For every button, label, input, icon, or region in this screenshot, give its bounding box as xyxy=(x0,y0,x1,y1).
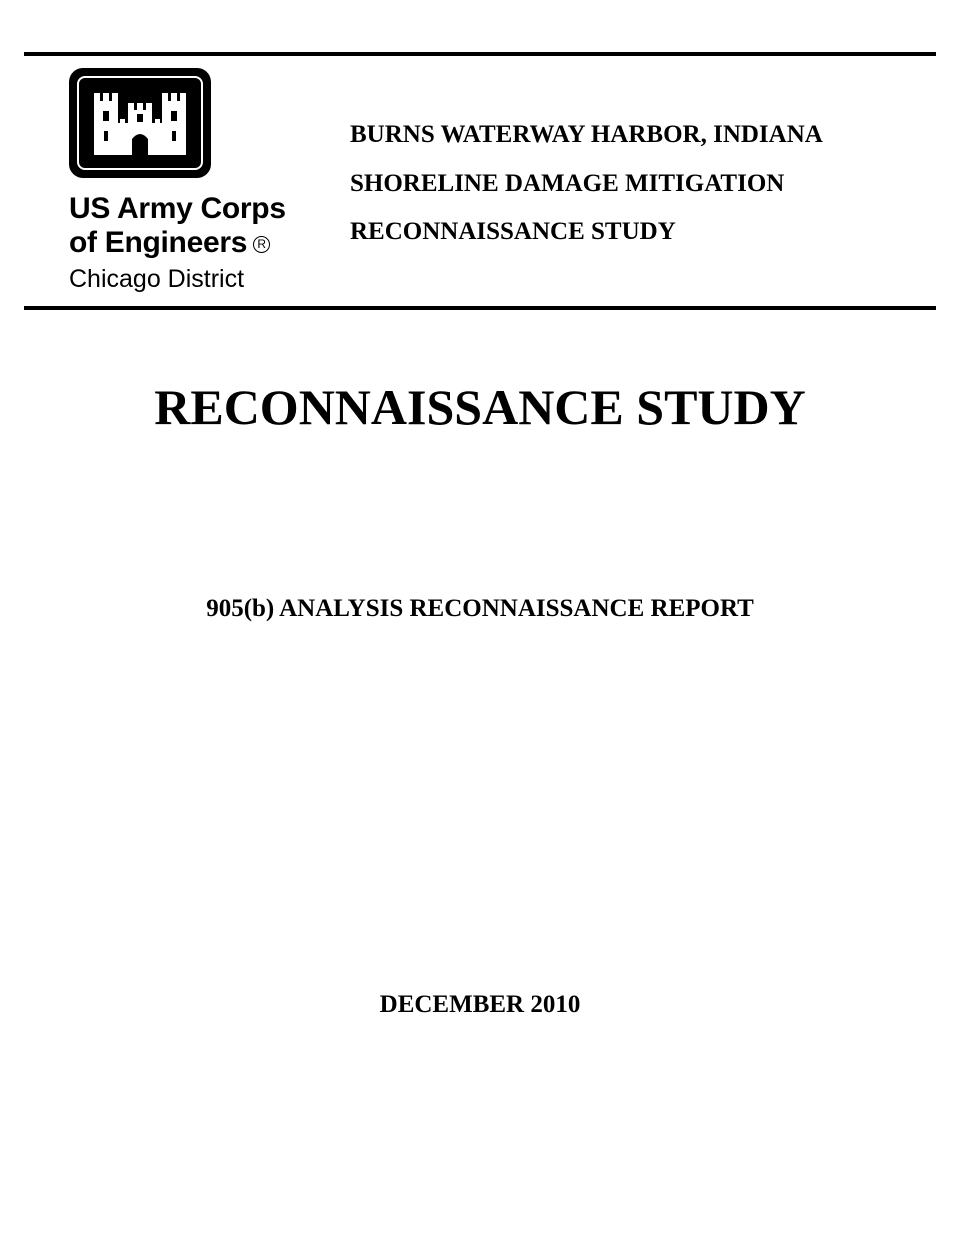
bottom-rule xyxy=(24,306,936,310)
document-date: DECEMBER 2010 xyxy=(379,991,581,1018)
org-name-line-2 xyxy=(69,226,270,260)
logo-frame xyxy=(77,76,203,170)
castle-icon xyxy=(92,89,188,157)
usace-logo xyxy=(69,68,211,178)
org-name-line-1: US Army Corps xyxy=(69,192,286,225)
header-title-line-2: SHORELINE DAMAGE MITIGATION xyxy=(350,170,785,197)
district-name: Chicago District xyxy=(69,265,245,293)
header-title-line-3: RECONNAISSANCE STUDY xyxy=(350,218,676,245)
org-name-line-2-text: of Engineers xyxy=(69,226,248,259)
registered-mark: R xyxy=(253,236,270,253)
top-rule xyxy=(24,52,936,56)
header-title-line-1: BURNS WATERWAY HARBOR, INDIANA xyxy=(350,121,823,148)
document-subtitle: 905(b) ANALYSIS RECONNAISSANCE REPORT xyxy=(206,595,754,622)
document-title: RECONNAISSANCE STUDY xyxy=(154,379,806,435)
